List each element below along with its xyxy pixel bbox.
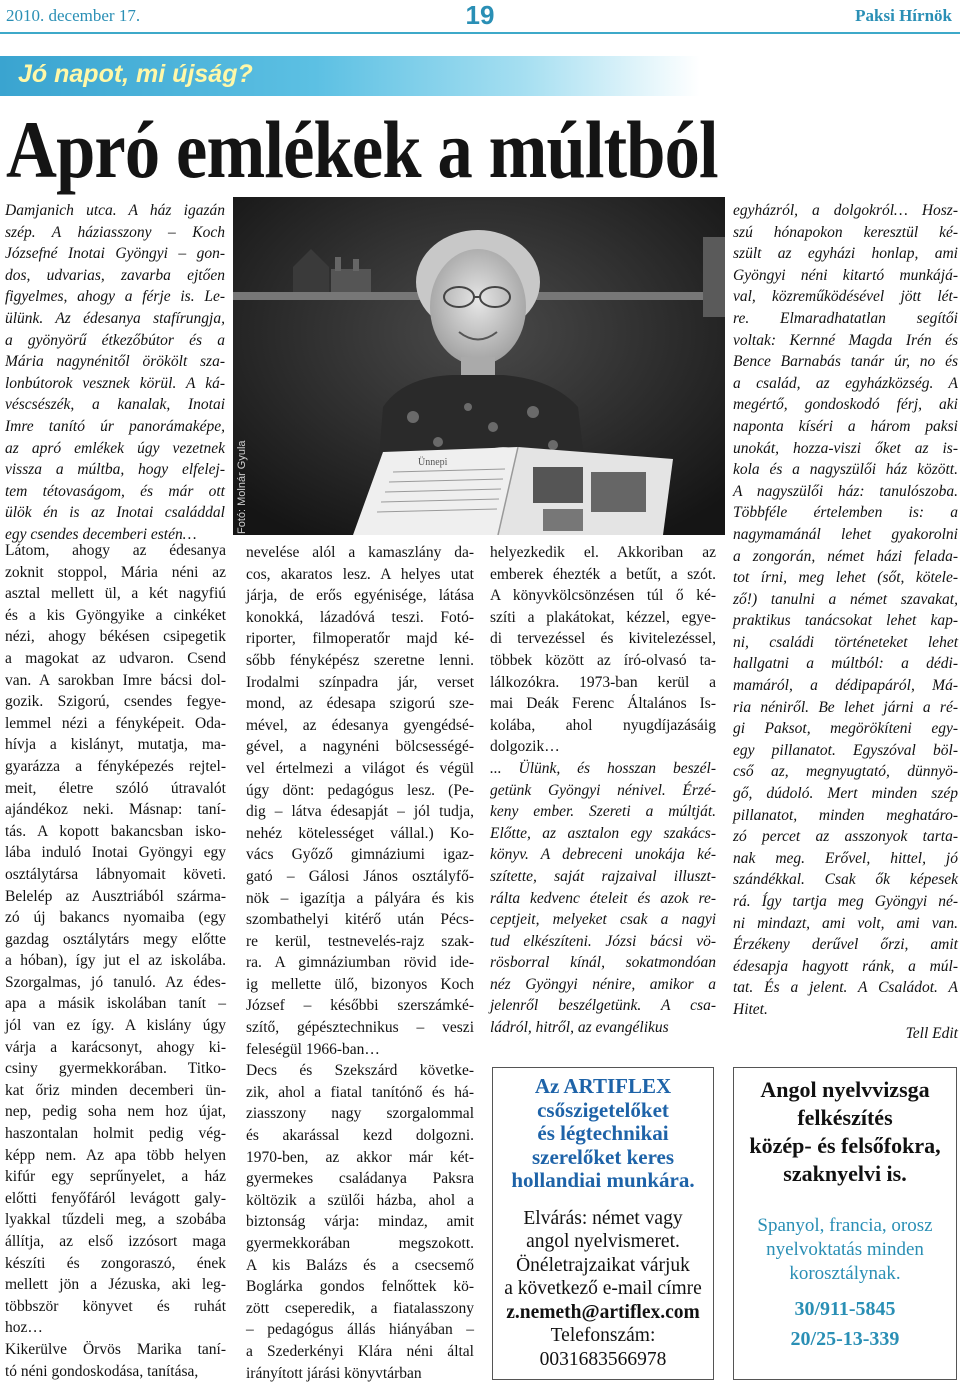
- article-text-line: gével, a nagynéni bölcsességé-: [246, 738, 474, 756]
- ad1-body-line: angol nyelvismeret.: [526, 1231, 680, 1252]
- article-lead-line: a gyönyörű étkezőbútor és a: [5, 331, 225, 349]
- article-text-line: várja a karácsonyt, ahogy ki-: [5, 1038, 226, 1056]
- article-text-line: unokát, hozza-viszi őket az is-: [733, 439, 958, 457]
- article-text-line: hallgatni a múltból: a dédi-: [733, 655, 958, 673]
- article-text-line: a hóban), így jut el az iskolába.: [5, 952, 226, 970]
- ad2-headline-line: szaknyelvi is.: [783, 1161, 907, 1186]
- article-text-line: gi Paksot, megörökíteni egy-: [733, 720, 958, 738]
- article-text-line: lyakkal tűzdeli meg, a szobába: [5, 1211, 226, 1229]
- article-text-line: könyv. A debreceni unokája ké-: [490, 846, 716, 864]
- article-text-line: József – későbbi szerszámké-: [246, 997, 474, 1015]
- article-text-line: Decs és Szekszárd követke-: [246, 1062, 474, 1080]
- article-text-line: a magokat az udvaron. Csend: [5, 649, 226, 667]
- article-text-line: készíti és zongoraszó, ének: [5, 1254, 226, 1272]
- article-lead-line: vissza a múltba, hogy elfelej-: [5, 461, 225, 479]
- photo-credit-text: Fotó: Molnár Gyula: [236, 440, 248, 534]
- article-text-line: mamáról, a dédipapáról, Má-: [733, 677, 958, 695]
- article-text-line: Kikerülve Örvös Marika taní-: [5, 1340, 226, 1358]
- article-text-line: Hitet.: [733, 1000, 768, 1018]
- article-text-line: és akarással kezd dolgozni.: [246, 1127, 474, 1145]
- article-text-line: szíti a plakátokat, kézzel, egye-: [490, 608, 716, 626]
- article-lead-line: dos, udvarias, zavarba ejtően: [5, 266, 225, 284]
- article-text-line: jelenről beszélgetünk. A csa-: [490, 997, 716, 1015]
- article-text-line: gyermekes családanya Paksra: [246, 1170, 474, 1188]
- article-text-line: Szorgalmas, jó tanuló. Az édes-: [5, 973, 226, 991]
- article-text-line: riporter, filmoperatőr majd ké-: [246, 630, 474, 648]
- article-lead-line: ülök én is az Inotai családdal: [5, 504, 225, 522]
- article-text-line: jól van ez így. A kislány úgy: [5, 1017, 226, 1035]
- column-banner-title: Jó napot, mi újság?: [18, 60, 253, 88]
- book-page-text: Ünnepi: [418, 457, 448, 468]
- article-text-line: kifúr egy seprűnyelet, a ház: [5, 1168, 226, 1186]
- article-text-line: gazdag osztálytárs megy előtte: [5, 930, 226, 948]
- article-lead-line: tem tétovaságom, és már ott: [5, 482, 225, 500]
- article-text-line: nézi, ahogy békésen csipegetik: [5, 628, 226, 646]
- article-lead-line: lonbútorok vesznek körül. A ká-: [5, 374, 225, 392]
- article-text-line: Látom, ahogy az édesanya: [5, 542, 226, 559]
- article-text-line: nevelése alól a kamaszlány da-: [246, 544, 474, 561]
- article-text-line: tud elkészíteni. Józsi bácsi vö-: [490, 932, 716, 950]
- article-text-line: többek között az író-olvasó ta-: [490, 651, 716, 669]
- article-text-line: egyházról, a dolgokról… Hosz-: [733, 202, 958, 219]
- ad1-body-line: Elvárás: német vagy: [523, 1207, 683, 1229]
- article-text-line: gyarázza a fényképezés rejtel-: [5, 757, 226, 775]
- article-text-line: vács Győző gimnáziumi igaz-: [246, 846, 474, 864]
- article-text-line: zoknit stoppol, Mária néni az: [5, 563, 226, 581]
- article-text-line: a zongorán, német házi felada-: [733, 547, 958, 565]
- article-text-line: tat. És a jelent. A Családot. A: [733, 979, 958, 997]
- photo-credit: [234, 440, 250, 536]
- article-text-line: állítja, az első izzósort maga: [5, 1233, 226, 1250]
- article-text-line: A nagyszülői ház: tanulószoba.: [733, 482, 958, 500]
- article-text-line: mai Deák Ferenc Általános Is-: [490, 695, 716, 713]
- article-text-line: voltak: Kernné Magda Irén és: [733, 331, 958, 349]
- article-text-line: csiny gyermekkorában. Titko-: [5, 1060, 226, 1078]
- article-text-line: gyermekkorában megszokott.: [246, 1235, 474, 1252]
- article-text-line: re kerül, testnevelés-rajz szak-: [246, 932, 474, 950]
- article-text-line: lába induló Inotai Gyöngyi egy: [5, 844, 226, 862]
- article-text-line: gató – Gálosi János osztályfő-: [246, 867, 474, 885]
- ad1-phone: 0031683566978: [539, 1348, 667, 1370]
- ad2-phones: [734, 1294, 956, 1354]
- ad2-body-line: korosztálynak.: [789, 1263, 901, 1284]
- article-text-line: Irodalmi színpadra jár, verset: [246, 673, 474, 691]
- issue-date: 2010. december 17.: [6, 6, 141, 25]
- ad1-headline: [493, 1075, 713, 1193]
- ad1-headline-line: és légtechnikai: [537, 1121, 669, 1145]
- article-text-line: nak meg. Erővel, hittel, jó: [733, 849, 958, 867]
- article-text-line: dolgozik…: [490, 738, 560, 756]
- article-text-line: lemmel nézi a fényképeit. Oda-: [5, 714, 226, 732]
- ad1-headline-line: csőszigetelőket: [537, 1097, 669, 1122]
- article-text-line: helyezkedik el. Akkoriban az: [490, 544, 716, 561]
- article-text-line: asztal mellett ül, a két nagyfiú: [5, 585, 226, 603]
- article-text-line: mellett jön a Jézuska, aki leg-: [5, 1276, 226, 1294]
- article-text-line: zött cseperedik, a fiatalasszony: [246, 1299, 474, 1317]
- article-text-line: egy pillanatot. Egyszóval böl-: [733, 741, 958, 759]
- ad2-headline-line: felkészítés: [797, 1105, 893, 1130]
- article-text-line: zó új bakancs nyomaiba (egy: [5, 909, 226, 927]
- article-text-line: kolába, ahol nyugdíjazásáig: [490, 716, 716, 734]
- article-text-line: 1970-ben, az akkor már két-: [246, 1148, 474, 1166]
- article-text-line: szítette, saját rajzaival illuszt-: [490, 867, 716, 885]
- article-lead-line: Imre tanító úr panorámaképe,: [5, 417, 225, 435]
- ad1-headline-line: Az ARTIFLEX: [534, 1074, 672, 1098]
- ad1-headline-line: szerelőket keres: [531, 1144, 675, 1169]
- article-text-line: di tervezéssel és kivitelezéssel,: [490, 630, 716, 648]
- article-text-line: mével, az édesanya gyengédsé-: [246, 716, 474, 734]
- article-text-line: dig – látva édesapját – jól tudja,: [246, 803, 474, 821]
- article-text-line: úgy dönt: pedagógus lesz. (Pe-: [246, 781, 474, 799]
- article-text-line: irányított járási könyvtárban: [246, 1364, 422, 1382]
- article-column-4: [733, 200, 958, 1044]
- ad1-email[interactable]: z.nemeth@artiflex.com: [506, 1301, 700, 1323]
- article-text-line: rálta kedvenc ételeit és azok re-: [490, 889, 716, 907]
- article-text-line: a család, az egyházközség. A: [733, 374, 958, 392]
- language-course-ad: [733, 1067, 957, 1380]
- article-text-line: ra. A gimnáziumban rövid ide-: [246, 954, 474, 972]
- article-text-line: ziasszony nagy szorgalommal: [246, 1105, 474, 1123]
- article-text-line: többször könyvet és ruhát: [5, 1297, 226, 1315]
- article-text-line: haszontalan holmit pedig vég-: [5, 1125, 226, 1143]
- article-text-line: nep, pedig soha nem hoz újat,: [5, 1103, 226, 1121]
- ad2-body: [734, 1214, 956, 1286]
- article-lead-line: Mária nagynénitől örökölt sza-: [5, 353, 225, 371]
- article-text-line: előtti fenyőfáról levágott galy-: [5, 1189, 226, 1207]
- article-text-line: – pedagógus állás hiányában –: [246, 1321, 474, 1339]
- ad2-headline-line: Angol nyelvvizsga: [760, 1077, 930, 1102]
- article-text-line: szombathelyi kitérő után Pécs-: [246, 911, 474, 929]
- article-text-line: szú hónapokon keresztül ké-: [733, 223, 958, 241]
- article-text-line: getünk Gyöngyi nénivel. Érzé-: [490, 781, 716, 799]
- article-text-line: rösborral kínál, sokatmondóan: [490, 954, 716, 972]
- article-lead-line: egy csendes decemberi estén…: [5, 525, 197, 543]
- article-text-line: tot írni, meg lehet (sőt, kötele-: [733, 569, 958, 587]
- article-lead-line: figyelmes, ahogy a férje is. Le-: [5, 288, 225, 306]
- article-text-line: Többféle értelemben is: a: [733, 504, 958, 522]
- article-text-line: rá. Így tartja meg Gyöngyi né-: [733, 893, 958, 910]
- article-text-line: pillanatot, minden meghatáro-: [733, 806, 958, 824]
- article-text-line: mond, az édesapa szigorú sze-: [246, 695, 474, 713]
- article-text-line: ... Ülünk, és hosszan beszél-: [490, 759, 716, 777]
- article-text-line: naponta kíséri a három paksi: [733, 417, 958, 435]
- portrait-photo-image: [233, 197, 725, 535]
- article-text-line: feleségül 1966-ban…: [246, 1040, 380, 1058]
- article-text-line: és a kis Gyöngyike a cinkéket: [5, 606, 226, 624]
- article-text-line: ni mindazt, ami volt, ami van.: [733, 914, 958, 932]
- article-text-line: cső az, megnyugtató, dünnyö-: [733, 763, 958, 781]
- author-signature: Tell Edit: [905, 1024, 958, 1042]
- page-header: [0, 0, 960, 34]
- article-text-line: képp nem. Az apa több helyen: [5, 1146, 226, 1164]
- artiflex-job-ad: [492, 1067, 714, 1380]
- article-text-line: nehéz kötelességet vállal.) Ko-: [246, 824, 474, 842]
- article-text-line: ria néniről. Be lehet járni a ré-: [733, 698, 958, 716]
- ad1-body-line: Önéletrajzaikat várjuk: [516, 1254, 690, 1276]
- article-text-line: gő, dúdoló. Mert minden szép: [733, 785, 958, 803]
- article-photo: [233, 197, 725, 535]
- article-text-line: ni, családi történeteket lehet: [733, 633, 958, 651]
- ad2-body-line: nyelvoktatás minden: [766, 1239, 924, 1260]
- article-text-line: költözik a szülői házba, ahol a: [246, 1191, 474, 1209]
- article-lead-line: véscsészék, a kanalak, Inotai: [5, 396, 225, 414]
- article-text-line: Érzékeny derűvel őrzi, amit: [733, 936, 958, 954]
- article-text-line: sőbb fényképész szeretne lenni.: [246, 651, 474, 669]
- article-lead-line: az apró emlékek úgy vezetnek: [5, 439, 225, 457]
- ad2-phone-number: 30/911-5845: [794, 1298, 896, 1320]
- article-text-line: re. Elmaradhatatlan segítői: [733, 309, 958, 327]
- article-text-line: a Szederkényi Klára néni által: [246, 1342, 474, 1360]
- article-text-line: zó percet az asszonyok tarta-: [733, 828, 958, 846]
- article-text-line: ceptjeit, melyeket csak a nagyi: [490, 911, 716, 929]
- article-text-line: tó néni gondoskodása, tanítása,: [5, 1362, 199, 1380]
- article-text-line: szítő, gépésztechnikus – veszi: [246, 1019, 474, 1037]
- article-text-line: Előtte, az asztalon egy szakács-: [490, 824, 716, 842]
- article-text-line: lálkozókra. 1973-ban kerül a: [490, 673, 716, 691]
- article-text-line: A könyvkölcsönzésen túl ő ké-: [490, 587, 716, 605]
- article-text-line: gozik. Szigorú, csendes fegye-: [5, 693, 226, 711]
- article-headline: Apró emlékek a múltból: [6, 104, 718, 195]
- article-text-line: szült az egyházi honlap, ami: [733, 245, 958, 263]
- page-number: 19: [465, 0, 495, 30]
- article-text-line: Belelép az Ausztriából szárma-: [5, 887, 226, 905]
- article-text-line: meit, életre szóló útravalót: [5, 779, 226, 797]
- ad1-headline-line: hollandiai munkára.: [511, 1168, 695, 1192]
- ad1-phone-label: Telefonszám:: [550, 1325, 656, 1346]
- article-text-line: hívja a kislányt, mutatja, ma-: [5, 736, 226, 754]
- article-lead-line: Damjanich utca. A ház igazán: [5, 202, 225, 219]
- article-lead-line: Józsefné Inotai Gyöngyi – gon-: [5, 245, 225, 263]
- article-text-line: biztonság várja: mindaz, amit: [246, 1213, 474, 1231]
- article-text-line: hoz…: [5, 1319, 43, 1337]
- article-text-line: édesapja hagyott ránk, a múl-: [733, 957, 958, 975]
- article-text-line: ig mellette ülő, bizonyos Koch: [246, 975, 474, 993]
- article-text-line: zik, ahol a fiatal tanítónő és há-: [246, 1083, 474, 1101]
- ad2-headline-line: közép- és felsőfokra,: [749, 1133, 941, 1158]
- article-text-line: ző!) tanulni a német szavakat,: [733, 590, 958, 608]
- ad2-body-line: Spanyol, francia, orosz: [757, 1215, 933, 1236]
- article-column-2: [246, 542, 474, 1384]
- article-text-line: cos, akaratos lesz. A helyes utat: [246, 565, 474, 583]
- article-text-line: tás. A kopott bakancsban isko-: [5, 822, 226, 840]
- article-text-line: megértő, gondoskodó férj, aki: [733, 396, 958, 414]
- article-lead: [5, 200, 225, 546]
- ad2-headline: [734, 1076, 956, 1188]
- article-text-line: osztálytársa lábnyomait követi.: [5, 865, 226, 883]
- article-text-line: Gyöngyi néni kitartó munkájá-: [733, 266, 958, 284]
- article-text-line: szándékkal. Csak ők képesek: [733, 871, 958, 889]
- article-lead-line: szép. A háziasszony – Koch: [5, 223, 225, 241]
- ad1-body-line: a következő e-mail címre: [504, 1278, 702, 1299]
- article-text-line: járja, de erős egyénisége, látása: [246, 587, 474, 605]
- article-text-line: emberek éhezték a betűt, a szót.: [490, 565, 716, 583]
- article-text-line: néz Gyöngyi nénire, amikor a: [490, 975, 716, 993]
- article-text-line: nök – igazítja a pályára és kis: [246, 889, 474, 907]
- article-text-line: A kis Balázs és a csecsemő: [246, 1256, 474, 1274]
- article-text-line: konokká, lázadóvá teszi. Fotó-: [246, 608, 474, 626]
- ad1-body: [493, 1207, 713, 1372]
- article-text-line: kola és a nagyszülői ház között.: [733, 461, 958, 479]
- column-banner: [0, 56, 700, 96]
- article-text-line: ládról, hitről, az evangélikus: [490, 1019, 669, 1037]
- article-text-line: keny ember. Szereti a múltját.: [490, 803, 716, 821]
- article-text-line: praktikus tanácsokat lehet kap-: [733, 612, 958, 630]
- article-column-3: [490, 542, 716, 1039]
- article-text-line: apa a másik iskolában tanít –: [5, 995, 226, 1013]
- newspaper-name: Paksi Hírnök: [855, 6, 952, 25]
- article-lead-line: ülünk. Az édesanya stafírungja,: [5, 309, 225, 327]
- ad2-phone-number: 20/25-13-339: [790, 1328, 900, 1350]
- article-text-line: val, közreműködésével jött lét-: [733, 288, 958, 306]
- article-column-1: [5, 540, 226, 1382]
- article-text-line: ajándékoz neki. Másnap: taní-: [5, 801, 226, 819]
- article-text-line: Boglárka gondos felnőttek kö-: [246, 1278, 474, 1296]
- article-text-line: Bence Barnabás tanár úr, no és: [733, 353, 958, 371]
- article-text-line: kat őriz minden decemberi ün-: [5, 1081, 226, 1099]
- article-text-line: nagymamánál lehet gyakorolni: [733, 525, 958, 543]
- article-text-line: van. A sarokban Imre bácsi dol-: [5, 671, 226, 689]
- article-text-line: vel értelmezi a világot és végül: [246, 759, 474, 777]
